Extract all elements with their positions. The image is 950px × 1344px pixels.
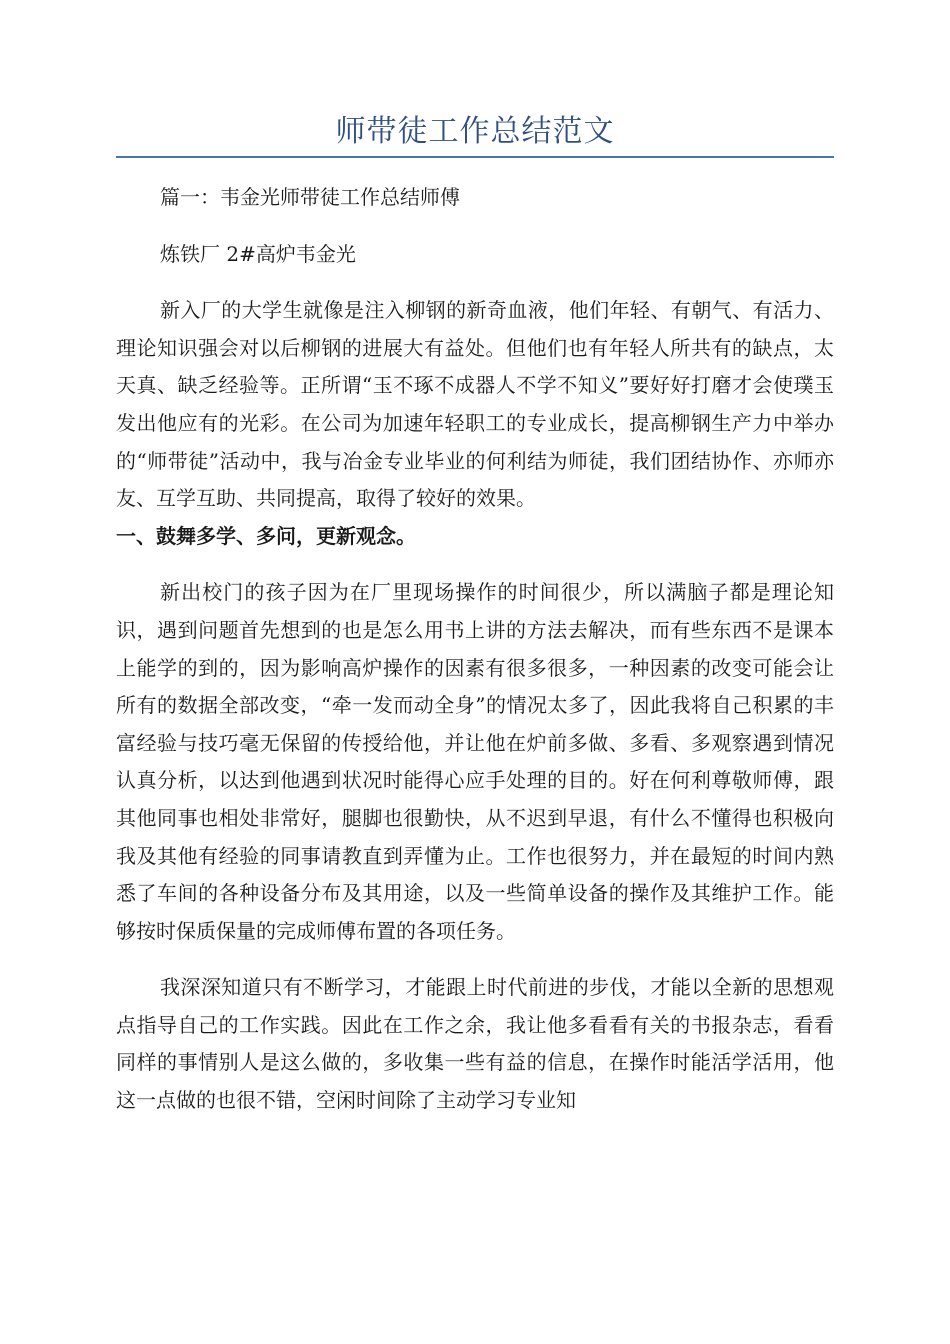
title-underline xyxy=(116,156,834,158)
intro-paragraph: 新入厂的大学生就像是注入柳钢的新奇血液，他们年轻、有朝气、有活力、理论知识强会对以后柳钢的进展大有益处。但他们也有年轻人所共有的缺点，太天真、缺乏经验等。正所谓“玉不琢不成器人不学不知义”要好好打磨才会使璞玉发出他应有的光彩。在公司为加速年轻职工的专业成长，提高柳钢生产力中举办的“师带徒”活动中，我与冶金专业毕业的何利结为师徒，我们团结协作、亦师亦友、互学互助、共同提高，取得了较好的效果。 xyxy=(116,298,834,511)
section-heading: 一、鼓舞多学、多问，更新观念。 xyxy=(116,523,416,548)
body-paragraph: 我深深知道只有不断学习，才能跟上时代前进的步伐，才能以全新的思想观点指导自己的工作实践。因此在工作之余，我让他多看看有关的书报杂志，看看同样的事情别人是这么做的，多收集一些有益的信息，在操作时能活学活用，他这一点做的也很不错，空闲时间除了主动学习专业知 xyxy=(116,975,834,1113)
document-title: 师带徒工作总结范文 xyxy=(335,114,615,149)
body-paragraph: 新出校门的孩子因为在厂里现场操作的时间很少，所以满脑子都是理论知识，遇到问题首先想到的也是怎么用书上讲的方法去解决，而有些东西不是课本上能学的到的，因为影响高炉操作的因素有很多很多，一种因素的改变可能会让所有的数据全部改变，“牵一发而动全身”的情况太多了，因此我将自己积累的丰富经验与技巧毫无保留的传授给他，并让他在炉前多做、多看、多观察遇到情况认真分析，以达到他遇到状况时能得心应手处理的目的。好在何利尊敬师傅，跟其他同事也相处非常好，腿脚也很勤快，从不迟到早退，有什么不懂得也积极向我及其他有经验的同事请教直到弄懂为止。工作也很努力，并在最短的时间内熟悉了车间的各种设备分布及其用途，以及一些简单设备的操作及其维护工作。能够按时保质保量的完成师傅布置的各项任务。 xyxy=(116,580,834,943)
author-line: 炼铁厂 2#高炉韦金光 xyxy=(160,241,356,266)
subtitle-line: 篇一：韦金光师带徒工作总结师傅 xyxy=(160,185,460,209)
document-page xyxy=(116,0,834,1120)
